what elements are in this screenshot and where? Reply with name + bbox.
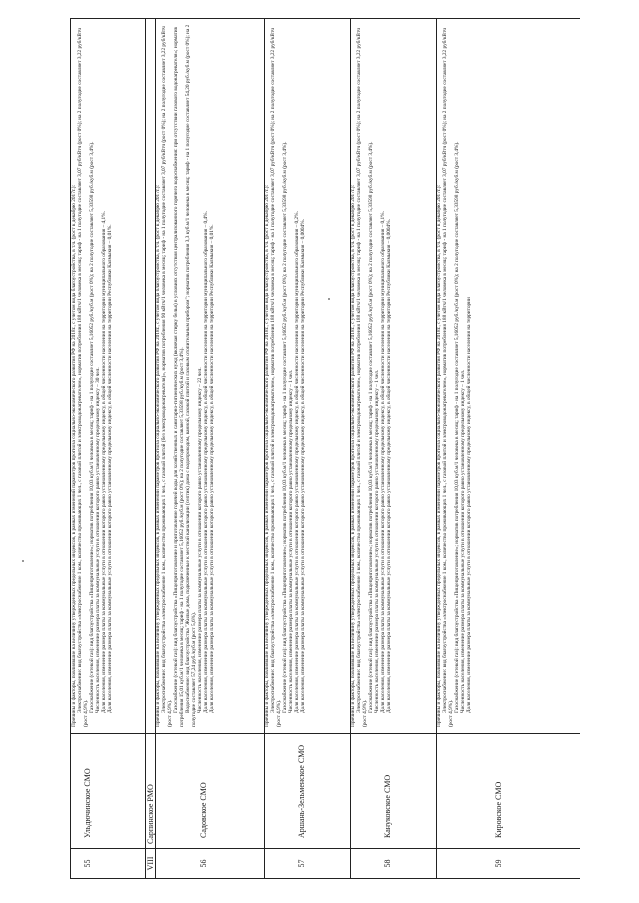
table-row: [350, 19, 437, 878]
municipality-name: Аршань-Зельменское СМО: [264, 733, 350, 848]
scan-speck: [328, 298, 330, 300]
row-description: Причины и факторы, повлиявшие на величину утвержденных предельных индексов, в рамках изменений параметров прогноза социально-экономического развития РФ на 2018г., с учетом вида благоустройства, в т.ч. (рост к декабрю 2017г.): Электроснабжение: вид благоустройства «электроснабжение 1 ком., количество проживающих 1 чел., с газовой плитой (без электроводонагревателя)», норматив потребления 90 кВтч/1 человека в месяц; тариф - на 1 полугодие составляет 3,07 руб/кВтч (рост 0%); на 2 полугодие составляет 3,22 руб/кВтч (рост 4,9%). Газоснабжение (сетевой газ): вид благоустройства «Пищеприготовление и приготовление горячей воды для хозяйственных и санитарно-гигиенических нужд (включая стирку белья) в условиях отсутствия централизованного горячего водоснабжения: при отсутствии газового водонагревателя»; норматив потребления 15,01 куб.м/1 человека в месяц; тариф - на 1 полугодие составляет 5,16052 руб./куб.м (рост 0%); на 2 полугодие составляет 5,33598 руб./куб.м (рост 3,4%). Водоснабжение: вид благоустройства "Жилые дома, подключенные к местной канализации (септик) дома с водопроводом, ванной, газовой плитой и газовым отопительным прибором"; норматив потребления 3,3 куб.м/1 человека в месяц; тариф - на 1 полугодие составляет 54,20 руб./куб.м (рост 0%); на 2 полугодие составляет 57,24 руб./куб.м (рост 5,6%). Численность населения, изменение размера платы за коммунальные услуги в отношении которого равно установленному предельному индексу – 22 чел. Доля населения, изменение размера платы за коммунальные услуги в отношении которого равно установленному предельному индексу, в общей численности населения на территории муниципального образования – 0,4%. Доля населения, изменение размера платы за коммунальные услуги в отношении которого равно установленному предельному индексу, в общей численности населения на территории Республики Калмыкия – 0,01%.: [155, 24, 216, 727]
municipality-name: Ульдючинское СМО: [71, 733, 145, 848]
section-text: [144, 19, 155, 733]
row-description: Причины и факторы, повлиявшие на величину утвержденных предельных индексов, в рамках изменений параметров прогноза социально-экономического развития РФ на 2018г., с учетом вида благоустройства, в т.ч. (рост к декабрю 2017г.): Электроснабжение: вид благоустройства «электроснабжение 1 ком., количество проживающих 1 чел., с газовой плитой и электроводонагревателем», норматив потребления 188 кВтч/1 человека в месяц; тариф - на 1 полугодие составляет 3,07 руб/кВтч (рост 0%); на 2 полугодие составляет 3,22 руб/кВтч (рост 4,9%). Газоснабжение (сетевой газ): вид благоустройства «Пищеприготовление»; норматив потребления 10,03 куб.м/1 человека в месяц; тариф - на 1 полугодие составляет 5,16052 руб./куб.м (рост 0%); на 2 полугодие составляет 5,33598 руб./куб.м (рост 3,4%). Численность населения, изменение размера платы за коммунальные услуги в отношении которого равно установленному предельному индексу – 1 чел. Доля населения, изменение размера платы за коммунальные услуги в отношении которого равно установленному предельному индексу, в общей численности населения на территории: [436, 28, 473, 727]
scan-speck: [22, 560, 24, 562]
limit-index-table: [70, 18, 580, 879]
row-number: 56: [155, 848, 264, 878]
municipality-name: Кировское СМО: [436, 733, 580, 848]
row-number: 57: [264, 848, 350, 878]
section-number: VIII: [144, 848, 155, 878]
row-description: Причины и факторы, повлиявшие на величину утвержденных предельных индексов, в рамках изменений параметров прогноза социально-экономического развития РФ на 2018г., с учетом вида благоустройства, в т.ч. (рост к декабрю 2017г.): Электроснабжение: вид благоустройства «электроснабжение 1 ком., количество проживающих 1 чел., с газовой плитой и электроводонагревателем», норматив потребления 188 кВтч/1 человека в месяц; тариф - на 1 полугодие составляет 3,07 руб/кВтч (рост 0%); на 2 полугодие составляет 3,22 руб/кВтч (рост 4,9%). Газоснабжение (сетевой газ): вид благоустройства «Пищеприготовление»; норматив потребления 10,03 куб.м/1 человека в месяц; тариф - на 1 полугодие составляет 5,16052 руб./куб.м (рост 0%); на 2 полугодие составляет 5,33598 руб./куб.м (рост 3,4%). Численность населения, изменение размера платы за коммунальные услуги в отношении которого равно установленному предельному индексу – 30 чел. Доля населения, изменение размера платы за коммунальные услуги в отношении которого равно установленному предельному индексу, в общей численности населения на территории муниципального образования – 4,1%. Доля населения, изменение размера платы за коммунальные услуги в отношении которого равно установленному предельному индексу, в общей численности населения на территории Республики Калмыкия – 0,01%.: [71, 28, 114, 727]
section-name: Сарпинское РМО: [144, 733, 155, 848]
row-description: Причины и факторы, повлиявшие на величину утвержденных предельных индексов, в рамках изменений параметров прогноза социально-экономического развития РФ на 2018г., с учетом вида благоустройства, в т.ч. (рост к декабрю 2017г.): Электроснабжение: вид благоустройства «электроснабжение 1 ком., количество проживающих 1 чел., с газовой плитой и электроводонагревателем», норматив потребления 188 кВтч/1 человека в месяц; тариф - на 1 полугодие составляет 3,07 руб/кВтч (рост 0%); на 2 полугодие составляет 3,22 руб/кВтч (рост 4,9%). Газоснабжение (сетевой газ): вид благоустройства «Пищеприготовление»; норматив потребления 10,03 куб.м/1 человека в месяц; тариф - на 1 полугодие составляет 5,16052 руб./куб.м (рост 0%); на 2 полугодие составляет 5,33598 руб./куб.м (рост 3,4%). Численность населения, изменение размера платы за коммунальные услуги в отношении которого равно установленному предельному индексу – 1 чел. Доля населения, изменение размера платы за коммунальные услуги в отношении которого равно установленному предельному индексу, в общей численности населения на территории муниципального образования – 0,2%. Доля населения, изменение размера платы за коммунальные услуги в отношении которого равно установленному предельному индексу, в общей численности населения на территории Республики Калмыкия – 0,0004%.: [264, 28, 307, 727]
municipality-name: Кануковское СМО: [350, 733, 436, 848]
table-row: [264, 19, 351, 878]
table-row: [436, 19, 580, 878]
row-description: Причины и факторы, повлиявшие на величину утвержденных предельных индексов, в рамках изменений параметров прогноза социально-экономического развития РФ на 2018г., с учетом вида благоустройства, в т.ч. (рост к декабрю 2017г.): Электроснабжение: вид благоустройства «электроснабжение 1 ком., количество проживающих 1 чел., с газовой плитой и электроводонагревателем», норматив потребления 188 кВтч/1 человека в месяц; тариф - на 1 полугодие составляет 3,07 руб/кВтч (рост 0%); на 2 полугодие составляет 3,22 руб/кВтч (рост 4,9%). Газоснабжение (сетевой газ): вид благоустройства «Пищеприготовление»; норматив потребления 10,03 куб.м/1 человека в месяц; тариф - на 1 полугодие составляет 5,16052 руб./куб.м (рост 0%); на 2 полугодие составляет 5,33598 руб./куб.м (рост 3,4%). Численность населения, изменение размера платы за коммунальные услуги в отношении которого равно установленному предельному индексу – 1 чел. Доля населения, изменение размера платы за коммунальные услуги в отношении которого равно установленному предельному индексу, в общей численности населения на территории муниципального образования – 0,1%. Доля населения, изменение размера платы за коммунальные услуги в отношении которого равно установленному предельному индексу, в общей численности населения на территории Республики Калмыкия – 0,0004%.: [350, 28, 393, 727]
table-row: [70, 19, 146, 878]
table-row: [155, 19, 265, 878]
row-number: 55: [71, 848, 145, 878]
row-number: 58: [350, 848, 436, 878]
row-number: 59: [436, 848, 580, 878]
municipality-name: Садовское СМО: [155, 733, 264, 848]
